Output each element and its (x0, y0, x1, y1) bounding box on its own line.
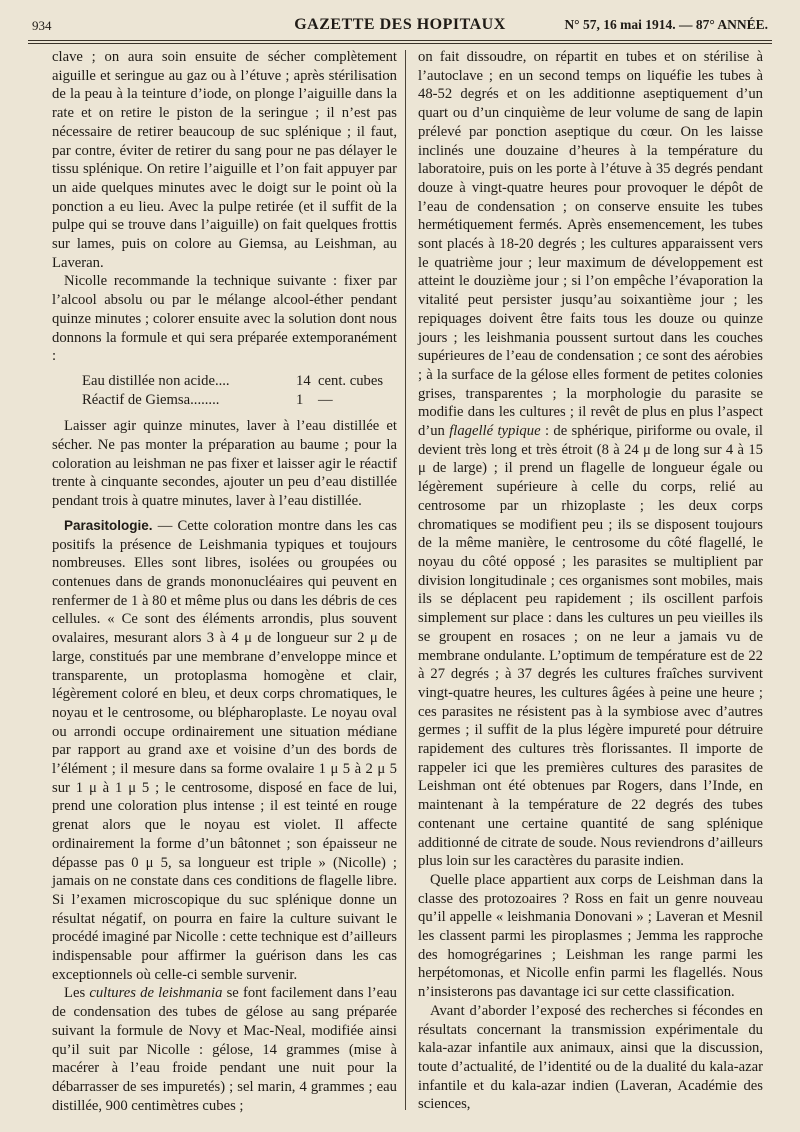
paragraph (418, 48, 763, 871)
issue-info: N° 57, 16 mai 1914. — 87° ANNÉE. (564, 17, 768, 32)
recipe-amount: 14 (296, 372, 311, 389)
section-heading: Parasitologie. (64, 517, 153, 533)
right-column (418, 48, 763, 1114)
recipe-label: Réactif de Giemsa........ (82, 391, 220, 408)
italic-term: cultures de leishmania (89, 985, 223, 1002)
column-divider (405, 50, 406, 1110)
journal-title: GAZETTE DES HOPITAUX (294, 16, 506, 33)
paragraph-text: — Cette coloration montre dans les cas positifs la présence de Leishmania typiques et toujours nombreuses. Elles sont libres, isolées ou groupées ou contenues dans de grands mononucléaires qui peuvent en renfermer de 1 à 80 et même plus ou dans les débris de ces cellules. « Ce sont des éléments arrondis, plus souvent ovalaires, mesurant alors 3 à 4 μ de longueur sur 2 μ de large, constitués par une membrane d’enveloppe mince et transparente, un protoplasma homogène et clair, légèrement coloré en bleu, et deux corps chromatiques, le noyau et le centrosome, ou blépharoplaste. Le noyau oval ou arrondi occupe ordinairement une situation médiane par rapport au grand axe et voisine d’un des bords de l’élément ; il mesure dans sa forme ovalaire 1 μ 5 à 2 μ 5 sur 1 μ à 1 μ 5 ; le centrosome, disposé en face de lui, prend une coloration plus intense ; il est teinté en rouge grenat alors que le noyau est violet. Il affecte ordinairement la forme d’un bâtonnet ; son épaisseur ne dépasse pas 0 μ 5, sa longueur est triple » (Nicolle) ; jamais on ne constate dans ces conditions de flagelle libre. Si l’examen microscopique du suc splénique donne un résultat négatif, on pourra en faire la culture suivant le procédé imaginé par Nicolle : cette technique est d’ailleurs indispensable pour affirmer la guérison dans les cas exceptionnels où celle-ci semble survenir. (52, 517, 397, 983)
paragraph (52, 984, 397, 1115)
header-rule-second (28, 43, 772, 44)
recipe-table (52, 372, 397, 409)
paragraph: Avant d’aborder l’exposé des recherches si fécondes en résultats concernant la transmission expérimentale du kala-azar infantile aux animaux, ainsi que la discussion, toute d’actualité, de l’identité ou de la dualité du kala-azar infantile et du kala-azar indien (Laveran, Académie des sciences, (418, 1002, 763, 1113)
recipe-unit: — (318, 391, 333, 408)
page-number: 934 (32, 18, 52, 33)
recipe-row (52, 391, 397, 410)
paragraph-text: : de sphérique, piriforme ou ovale, il devient très long et très étroit (8 à 24 μ de long sur 4 à 15 μ de large) ; il prend un flagelle de longueur égale ou légèrement supérieure à celle du corps, relié au centrosome par un rhizoplaste ; les deux corps chromatiques se modifient peu ; ils se disposent toujours de la même manière, le centrosome du côté flagellé, le noyau du côté opposé ; les parasites se multiplient par division longitudinale ; ces organismes sont mobiles, mais ils se déplacent peu rapidement ; ils oscillent parfois simplement sur place : dans les cultures un peu vieilles ils se groupent en rosaces ; on ne leur a jamais vu de membrane ondulante. L’optimum de température est de 22 à 27 degrés ; à 37 degrés les cultures fraîches survivent vingt-quatre heures, les cultures âgées à peine une heure ; ces parasites ne résistent pas à la symbiose avec d’autres germes ; il suffit de la plus légère impureté pour détruire rapidement des cultures très florissantes. Il importe de rappeler ici que les premières cultures des parasites de Leishman ont été obtenues par Rogers, dans l’Inde, en maintenant à la température de 22 degrés des tubes contenant une certaine quantité de sang splénique additionné de citrate de soude. Nous reviendrons d’ailleurs plus loin sur les caractères du parasite indien. (418, 423, 764, 870)
left-column (52, 48, 397, 1115)
recipe-row (52, 372, 397, 391)
recipe-unit: cent. cubes (318, 372, 384, 389)
italic-term: flagellé typique (449, 423, 541, 440)
paragraph-text: se font facilement dans l’eau de condensation des tubes de gélose au sang préparée suivant la formule de Novy et Mac-Neal, modifiée ainsi qu’il suit par Nicolle : gélose, 14 grammes (mise à macérer à l’eau froide pendant une nuit pour la débarrasser de ses impuretés) ; sel marin, 4 grammes ; eau distillée, 900 centimètres cubes ; (52, 985, 397, 1114)
paragraph (52, 517, 397, 985)
paragraph: clave ; on aura soin ensuite de sécher complètement aiguille et seringue au gaz ou à l’étuve ; après stérilisation de la peau à la teinture d’iode, on plonge l’aiguille dans la rate et on retire le piston de la seringue ; il n’est pas nécessaire de retirer beaucoup de suc splénique ; il faut, par contre, éviter de retirer du sang pour ne pas délayer le tissu splénique. On retire l’aiguille et l’on fait appuyer par un aide quelques minutes avec le doigt sur le point où la ponction a eu lieu. Avec la pulpe retirée (et il suffit de la pulpe qui se trouve dans l’aiguille) on fait quelques frottis sur lames, puis on colore au Giemsa, au Leishman, au Laveran. (52, 49, 397, 271)
paragraph: Nicolle recommande la technique suivante : fixer par l’alcool absolu ou par le mélange alcool-éther pendant quinze minutes ; colorer ensuite avec la solution dont nous donnons la formule et qui sera préparée extemporanément : (52, 273, 397, 365)
paragraph-text: on fait dissoudre, on répartit en tubes et on stérilise à l’autoclave ; en un second temps on liquéfie les tubes à 48-52 degrés et on les additionne aseptiquement d’un quart ou d’un cinquième de leur volume de sang de lapin prélevé par ponction aseptique du cœur. On les laisse inclinés une douzaine d’heures à la température du laboratoire, puis on les porte à l’étuve à 35 degrés pendant douze à vingt-quatre heures pour provoquer le dépôt de l’eau de condensation ; on conserve ensuite les tubes hermétiquement fermés. Après ensemencement, les tubes sont placés à 18-20 degrés ; les cultures apparaissent vers le quatrième jour ; leur maximum de développement est atteint le douzième jour ; si l’on empêche l’évaporation la vitalité peut persister jusqu’au soixantième jour ; les repiquages doivent être faits tous les douze ou quinze jours ; les leishmania poussent surtout dans les couches supérieures de l’eau de condensation ; ce sont des aérobies ; à la surface de la gélose elles forment de petites colonies grises, transparentes ; la morphologie du parasite se modifie dans les cultures ; il revêt de plus en plus l’aspect d’un (418, 49, 763, 440)
page-header (28, 14, 772, 36)
recipe-amount: 1 (296, 391, 304, 408)
paragraph: Laisser agir quinze minutes, laver à l’eau distillée et sécher. Ne pas monter la préparation au baume ; pour la coloration au leishman ne pas fixer et laisser agir le réactif trente à cinquante secondes, ajouter un peu d’eau distillée pendant trois à quatre minutes, laver à l’eau distillée. (52, 418, 397, 510)
header-rule (28, 40, 772, 41)
recipe-label: Eau distillée non acide.... (82, 372, 230, 389)
paragraph: Quelle place appartient aux corps de Leishman dans la classe des protozoaires ? Ross en fait un genre nouveau qu’il appelle « leishmania Donovani » ; Laveran et Mesnil les classent parmi les piroplasmes ; Jemma les rapproche des homogrégarines ; Leishman les range parmi les herpétomonas, et Nicolle enfin parmi les flagellés. Nous n’insisterons pas davantage ici sur cette classification. (418, 871, 763, 1001)
paragraph-text: Les (64, 985, 90, 1002)
